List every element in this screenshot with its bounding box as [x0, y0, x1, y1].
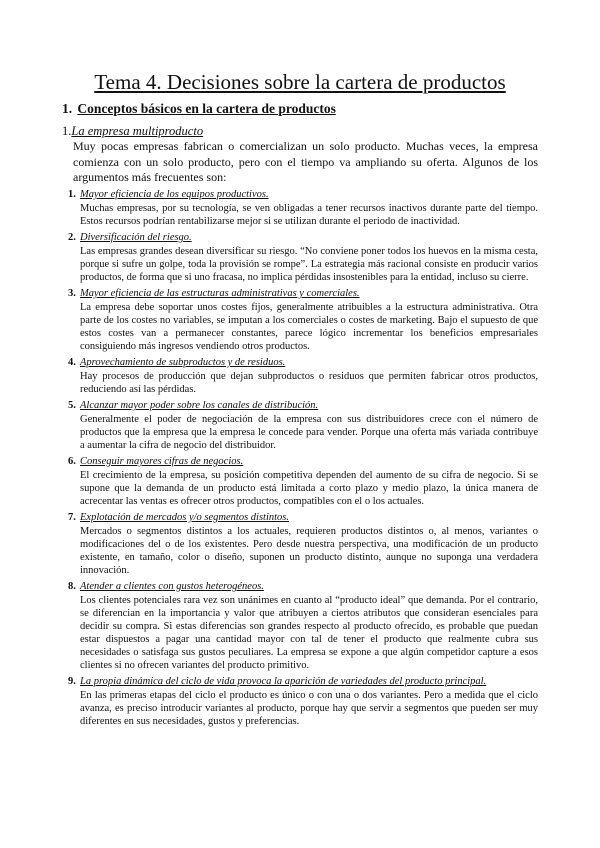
list-item-heading — [68, 188, 538, 201]
list-item-text: En las primeras etapas del ciclo el producto es único o con una o dos variantes. Pero a medida que el ciclo avanza, es preciso introducir variantes al producto, porque hay que servir a segmentos que pueden ser muy diferentes en sus necesidades, gustos y preferencias. — [80, 690, 538, 727]
list-item-title: Atender a clientes con gustos heterogéneos. — [80, 581, 264, 592]
list-item-text: Los clientes potenciales rara vez son unánimes en cuanto al “producto ideal” que demanda. Por el contrario, se diferencian en la importancia y valor que atribuyen a ciertos atributos que consideran esenciales para decidir su compra. Si estas diferencias son grandes respecto al producto ofrecido, es probable que puedan estar dispuestos a pagar una cantidad mayor con tal de tener el producto que realmente cubra sus necesidades o satisfaga sus gustos peculiares. La empresa se expone a que algún competidor capture a esos clientes si no ofrecen variantes del producto primitivo. — [80, 595, 538, 671]
list-item-number: 5. — [68, 400, 76, 411]
list-item-heading — [68, 580, 538, 593]
list-item — [68, 399, 538, 452]
list-item-heading — [68, 231, 538, 244]
list-item-title: Diversificación del riesgo. — [80, 232, 192, 243]
list-item-title: La propia dinámica del ciclo de vida provoca la aparición de variedades del producto principal. — [80, 676, 487, 687]
list-item-heading — [68, 356, 538, 369]
list-item-text: El crecimiento de la empresa, su posición competitiva dependen del aumento de su cifra de negocio. Si se supone que la demanda de un producto está limitada a corto plazo y medio plazo, la única manera de acrecentar las ventas es ofrecer otros productos, compatibles con el o los actuales. — [80, 470, 538, 507]
list-item-number: 7. — [68, 512, 76, 523]
list-item-text: La empresa debe soportar unos costes fijos, generalmente atribuibles a la estructura administrativa. Otra parte de los costes no variables, se imputan a los comerciales o costes de marketing. Bajo el supuesto de que estos costes van a permanecer constantes, parece lógico incrementar los beneficios empresariales consiguiendo más ingresos vendiendo otros productos. — [80, 302, 538, 352]
list-item-text: Generalmente el poder de negociación de la empresa con sus distribuidores crece con el número de productos que la empresa que la empresa le concede para vender. Porque una oferta más variada contribuye a aumentar la cifra de negocio del distribuidor. — [80, 414, 538, 451]
list-item-number: 9. — [68, 676, 76, 687]
list-item-number: 2. — [68, 232, 76, 243]
list-item-number: 8. — [68, 581, 76, 592]
list-item — [68, 188, 538, 228]
section-label: Conceptos básicos en la cartera de productos — [77, 101, 336, 116]
list-item-heading — [68, 455, 538, 468]
subsection-number: 1. — [62, 124, 72, 138]
list-item-number: 3. — [68, 288, 76, 299]
list-item-heading — [68, 287, 538, 300]
list-item-text: Las empresas grandes desean diversificar su riesgo. “No conviene poner todos los huevos en la misma cesta, porque si sufre un golpe, toda la provisión se rompe”. La estrategia más racional consiste en producir varios productos, de forma que si uno fracasa, no implica pérdidas insostenibles para la entidad, incluso su cierre. — [80, 246, 538, 283]
list-item — [68, 675, 538, 728]
list-item-text: Mercados o segmentos distintos a los actuales, requieren productos distintos o, al menos, variantes o modificaciones del o de los existentes. Pero desde nuestra perspectiva, una modificación de un producto existente, en tamaño, color o diseño, suponen un producto distinto, aunque no suponga una verdadera innovación. — [80, 526, 538, 576]
list-item-title: Mayor eficiencia de las estructuras administrativas y comerciales. — [80, 288, 360, 299]
list-item-number: 6. — [68, 456, 76, 467]
section-heading — [62, 101, 336, 117]
list-item — [68, 231, 538, 284]
section-number: 1. — [62, 101, 73, 116]
list-item-text: Hay procesos de producción que dejan subproductos o residuos que permiten fabricar otros productos, reduciendo así las pérdidas. — [80, 371, 538, 395]
list-item-title: Explotación de mercados y/o segmentos distintos. — [80, 512, 289, 523]
subsection-heading — [62, 124, 203, 139]
list-item — [68, 287, 538, 353]
list-item — [68, 580, 538, 672]
list-item-title: Conseguir mayores cifras de negocios. — [80, 456, 244, 467]
list-item-heading — [68, 675, 538, 688]
list-item — [68, 356, 538, 396]
page-title: Tema 4. Decisiones sobre la cartera de productos — [94, 70, 506, 94]
list-item — [68, 455, 538, 508]
list-item-title: Alcanzar mayor poder sobre los canales de distribución. — [80, 400, 319, 411]
list-item — [68, 511, 538, 577]
list-item-text: Muchas empresas, por su tecnología, se ven obligadas a tener recursos inactivos durante parte del tiempo. Estos recursos podrían rentabilizarse mejor si se utilizan durante el periodo de inactividad. — [80, 203, 538, 227]
list-item-title: Aprovechamiento de subproductos y de residuos. — [80, 357, 286, 368]
intro-paragraph: Muy pocas empresas fabrican o comercializan un solo producto. Muchas veces, la empresa comienza con un solo producto, pero con el tiempo va ampliando su oferta. Algunos de los argumentos más frecuentes son: — [73, 139, 538, 184]
list-item-number: 4. — [68, 357, 76, 368]
list-item-title: Mayor eficiencia de los equipos productivos. — [80, 189, 269, 200]
list-item-heading — [68, 511, 538, 524]
subsection-label: La empresa multiproducto — [71, 124, 204, 138]
list-item-number: 1. — [68, 189, 76, 200]
list-item-heading — [68, 399, 538, 412]
argument-list — [68, 188, 538, 728]
